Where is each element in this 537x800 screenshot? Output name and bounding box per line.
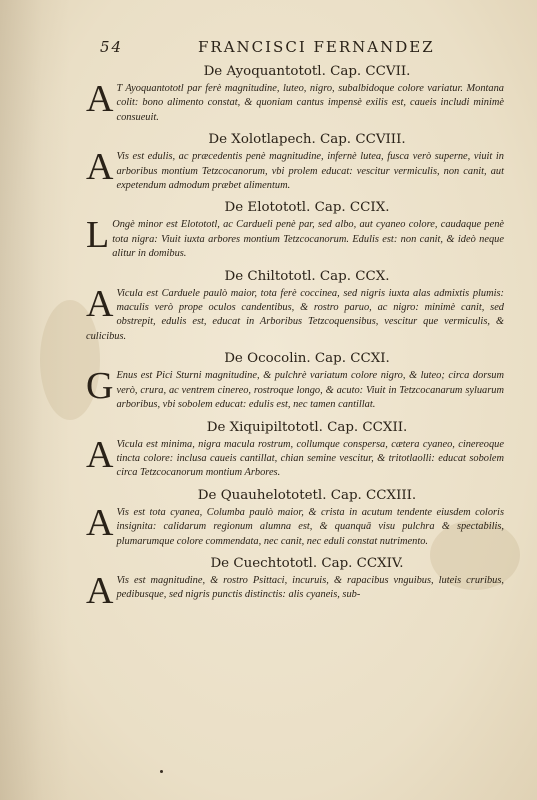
chapter-title: De Ococolin. Cap. CCXI. [224, 351, 390, 367]
chapter-text: Vis est magnitudine, & rostro Psittaci, incuruis, & rapacibus vnguibus, luteis cruribus, pedibusque, sed nigris punctis distinctis: alis cyaneis, sub- [116, 574, 504, 601]
chapter-body [86, 569, 504, 612]
chapter-ccxii [86, 418, 504, 481]
chapter-title: De Xolotlapech. Cap. CCVIII. [208, 132, 406, 148]
chapter-title: De Ayoquantototl. Cap. CCVII. [203, 64, 411, 79]
drop-initial: A [86, 78, 114, 120]
chapter-ccviii [86, 130, 504, 193]
chapter-ccix [86, 198, 504, 261]
chapter-body [86, 78, 504, 125]
running-title: FRANCISCI FERNANDEZ [198, 38, 435, 56]
page-header [100, 38, 500, 58]
drop-initial: L [86, 214, 110, 257]
chapter-ccxiii [86, 486, 504, 549]
chapter-text: Enus est Pici Sturni magnitudine, & pulchrè variatum colore nigro, & luteo; circa dorsum verò, crura, ac ventrem cinereo, rostroque longo, & acuto: Viuit in Tetzcocanarum syluarum arboribus, vbi sobolem educat: edulis est, nec tamen cantillat. [116, 370, 504, 411]
chapter-ccx [86, 267, 504, 345]
ink-mark [160, 770, 163, 773]
chapter-ccxiv [86, 554, 504, 612]
drop-initial: A [86, 282, 114, 325]
chapter-title: De Quauhelototetl. Cap. CCXIII. [197, 487, 417, 503]
chapter-body [86, 501, 504, 549]
chapter-ccvii [86, 62, 504, 125]
drop-initial: A [86, 569, 114, 612]
chapter-title: De Xiquipiltototl. Cap. CCXII. [206, 419, 408, 435]
drop-initial: G [86, 365, 114, 408]
drop-initial: A [86, 146, 114, 189]
chapter-text: Vis est tota cyanea, Columba paulò maior, & crista in acutum tendente eiusdem coloris insignita: calidarum regionum alumna est, & quanquā visu pulchra & spectabilis, plumarumque colore commendata, nec canit, nec eduli constat nutrimento. [116, 506, 504, 547]
drop-initial: A [86, 501, 114, 544]
chapter-title: De Chiltototl. Cap. CCX. [224, 268, 390, 284]
page-content [86, 62, 504, 612]
chapter-title: De Cuechtototl. Cap. CCXIV. [210, 555, 404, 571]
chapter-body [86, 282, 504, 345]
chapter-title: De Elotototl. Cap. CCIX. [224, 200, 390, 216]
chapter-text: Vis est edulis, ac præcedentis penè magnitudine, infernè lutea, fusca verò superne, viuit in arboribus montium Tetzcocanorum, vbi prolem educat: vescitur vermiculis, non canit, aut expetendum admodum præbet alimentum. [116, 151, 504, 192]
chapter-body [86, 365, 504, 412]
page-number: 54 [100, 38, 124, 56]
drop-initial: A [86, 433, 114, 476]
chapter-ccxi [86, 349, 504, 412]
chapter-text: Vicula est minima, nigra macula rostrum, collumque conspersa, cætera cyaneo, cinereoque tincta colore: inclusa caueis cantillat, chian semine vescitur, & tritotlaolli: educat sobolem circa Tetzcocanorum montium Arbores. [116, 438, 504, 479]
chapter-body [86, 214, 504, 261]
chapter-text: Vicula est Carduele paulò maior, tota ferè coccinea, sed nigris iuxta alas admixtis plumis: maculis verò prope oculos candentibus, & rostro paruo, ac nigro: minimè canit, sed obstrepit, edulis est, educat in Arboribus Tetzcoquensibus, vescitur que vermiculis, & culicibus. [86, 287, 504, 342]
chapter-text: T Ayoquantototl par ferè magnitudine, luteo, nigro, subalbidoque colore variatur. Montana colit: bono alimento constat, & quoniam cantus impensè exilis est, caueis includi minimè consueuit. [116, 83, 504, 123]
chapter-text: Ongè minor est Elotototl, ac Cardueli penè par, sed albo, aut cyaneo colore, caudaque penè tota nigra: Viuit iuxta arbores montium Tetzcocanorum. Edulis est: non canit, & ideò neque alitur in domibus. [112, 219, 504, 260]
chapter-body [86, 433, 504, 481]
chapter-body [86, 146, 504, 193]
